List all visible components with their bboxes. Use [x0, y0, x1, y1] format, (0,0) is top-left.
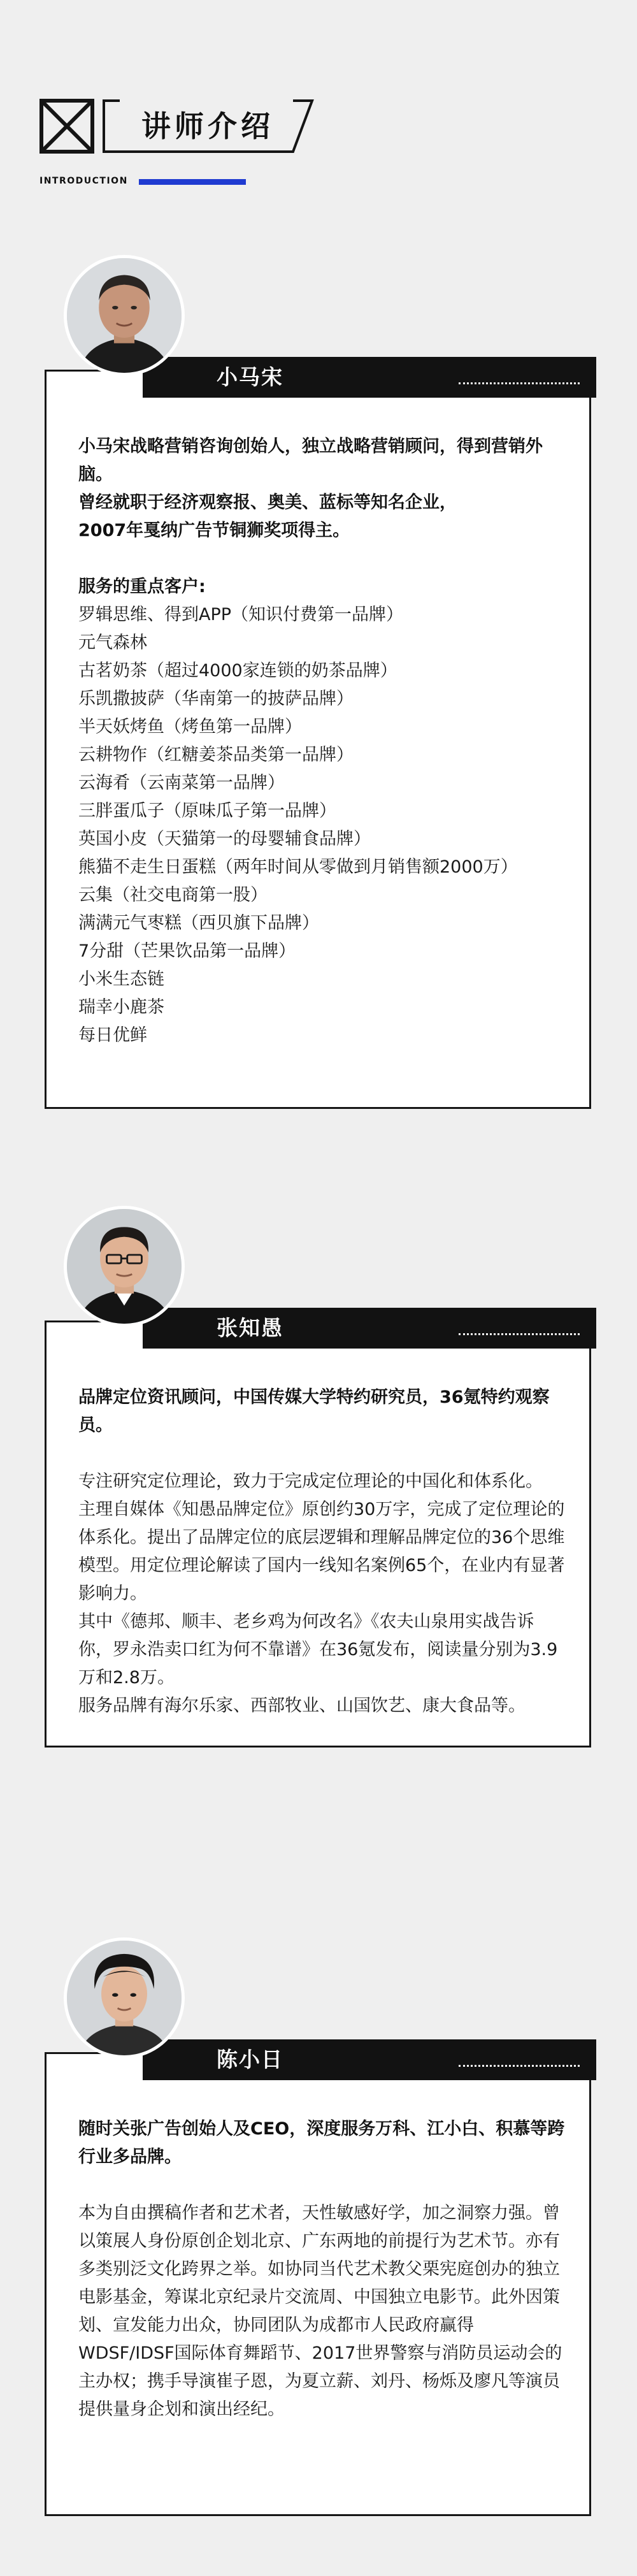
bio-paragraph: 其中《德邦、顺丰、老乡鸡为何改名》《农夫山泉用实战告诉你，罗永浩卖口红为何不靠谱》在36氪发布，阅读量分别为3.9万和2.8万。	[78, 1612, 558, 1688]
name-bar	[143, 1308, 596, 1349]
lecturer-name: 张知愚	[217, 1315, 283, 1340]
client-item: 三胖蛋瓜子（原味瓜子第一品牌）	[78, 801, 336, 821]
lecturer-bio	[78, 2115, 566, 2424]
intro-line: 曾经就职于经济观察报、奥美、蓝标等知名企业，	[78, 493, 457, 512]
client-item: 罗辑思维、得到APP（知识付费第一品牌）	[78, 605, 404, 625]
client-item: 瑞幸小鹿茶	[78, 997, 164, 1017]
client-item: 古茗奶茶（超过4000家连锁的奶茶品牌）	[78, 661, 397, 681]
bio-paragraph: 专注研究定位理论，致力于完成定位理论的中国化和体系化。	[78, 1472, 543, 1491]
cross-icon	[43, 103, 90, 150]
name-bar	[143, 357, 596, 398]
client-item: 云集（社交电商第一股）	[78, 885, 268, 905]
intro-line: 品牌定位资讯顾问，中国传媒大学特约研究员，36氪特约观察员。	[78, 1387, 550, 1435]
lecturer-bio	[78, 1384, 566, 1720]
bio-paragraph: 主理自媒体《知愚品牌定位》原创约30万字，完成了定位理论的体系化。提出了品牌定位的底层逻辑和理解品牌定位的36个思维模型。用定位理论解读了国内一线知名案例65个，在业内有显著影响力。	[78, 1500, 565, 1603]
name-bar	[143, 2039, 596, 2080]
dotted-divider	[459, 382, 580, 384]
client-item: 满满元气枣糕（西贝旗下品牌）	[78, 913, 319, 933]
client-item: 云海肴（云南菜第一品牌）	[78, 773, 285, 793]
client-item: 乐凯撒披萨（华南第一的披萨品牌）	[78, 689, 354, 709]
intro-line: 随时关张广告创始人及CEO，深度服务万科、江小白、积慕等跨行业多品牌。	[78, 2119, 565, 2167]
intro-line: 2007年戛纳广告节铜狮奖项得主。	[78, 521, 350, 540]
header-logo-box	[39, 99, 94, 154]
client-item: 云耕物作（红糖姜茶品类第一品牌）	[78, 745, 354, 765]
page-title: 讲师介绍	[141, 109, 274, 143]
client-item: 元气森林	[78, 633, 147, 653]
lecturer-name: 小马宋	[217, 365, 283, 389]
client-item: 小米生态链	[78, 969, 164, 989]
dotted-divider	[459, 1333, 580, 1335]
client-item: 英国小皮（天猫第一的母婴辅食品牌）	[78, 829, 371, 849]
bio-paragraph: 服务品牌有海尔乐家、西部牧业、山国饮艺、康大食品等。	[78, 1696, 526, 1716]
lecturer-name: 陈小日	[217, 2047, 283, 2072]
intro-line: 小马宋战略营销咨询创始人，独立战略营销顾问，得到营销外脑。	[78, 437, 543, 484]
client-item: 半天妖烤鱼（烤鱼第一品牌）	[78, 717, 302, 737]
page-subtitle: INTRODUCTION	[39, 176, 128, 186]
client-item: 每日优鲜	[78, 1025, 147, 1045]
clients-heading: 服务的重点客户:	[78, 577, 206, 597]
lecturer-bio	[78, 433, 566, 1050]
client-item: 7分甜（芒果饮品第一品牌）	[78, 941, 296, 961]
header-title-frame	[102, 99, 338, 154]
client-item: 熊猫不走生日蛋糕（两年时间从零做到月销售额2000万）	[78, 857, 518, 877]
lecturer-card	[45, 2052, 591, 2516]
accent-underline	[139, 179, 246, 185]
avatar	[64, 1206, 185, 1327]
bio-paragraph: 本为自由撰稿作者和艺术者，天性敏感好学，加之洞察力强。曾以策展人身份原创企划北京、广东两地的前提行为艺术节。亦有多类别泛文化跨界之举。如协同当代艺术教父栗宪庭创办的独立电影基金，筹谋北京纪录片交流周、中国独立电影节。此外因策划、宣发能力出众，协同团队为成都市人民政府赢得WDSF/IDSF国际体育舞蹈节、2017世界警察与消防员运动会的主办权；携手导演崔子恩，为夏立薪、刘丹、杨烁及廖凡等演员提供量身企划和演出经纪。	[78, 2203, 562, 2419]
lecturer-card	[45, 370, 591, 1109]
avatar	[64, 255, 185, 376]
avatar	[64, 1937, 185, 2059]
dotted-divider	[459, 2065, 580, 2067]
lecturer-card	[45, 1321, 591, 1747]
